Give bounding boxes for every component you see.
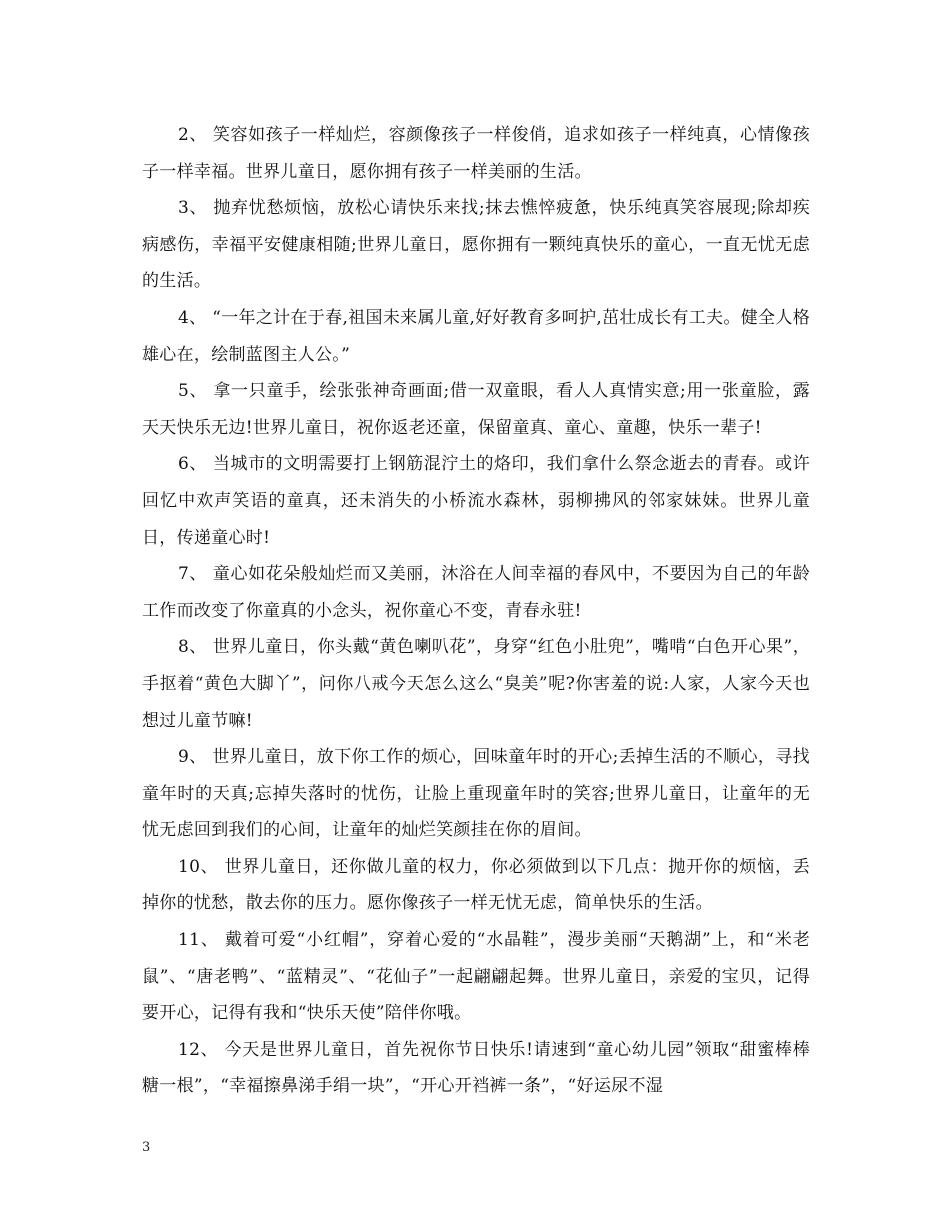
paragraph-item-8: 8、 世界儿童日，你头戴“黄色喇叭花”，身穿“红色小肚兜”，嘴啃“白色开心果”，手抠着“黄色大脚丫”，问你八戒今天怎么这么“臭美”呢?你害羞的说:人家，人家今天也想过儿童节嘛! [142, 637, 810, 731]
paragraph-item-6: 6、 当城市的文明需要打上钢筋混泞土的烙印，我们拿什么祭念逝去的青春。或许回忆中欢声笑语的童真，还未消失的小桥流水森林，弱柳拂风的邻家妹妹。世界儿童日，传递童心时! [142, 454, 810, 548]
paragraph-item-11: 11、 戴着可爱“小红帽”，穿着心爱的“水晶鞋”，漫步美丽“天鹅湖”上，和“米老鼠”、“唐老鸭”、“蓝精灵”、“花仙子”一起翩翩起舞。世界儿童日，亲爱的宝贝，记得要开心，记得有我和“快乐天使”陪伴你哦。 [142, 930, 810, 1024]
paragraph-item-10: 10、 世界儿童日，还你做儿童的权力，你必须做到以下几点：抛开你的烦恼，丢掉你的忧愁，散去你的压力。愿你像孩子一样无忧无虑，简单快乐的生活。 [142, 856, 810, 914]
paragraph-item-3: 3、 抛弃忧愁烦恼，放松心请快乐来找;抹去憔悴疲惫，快乐纯真笑容展现;除却疾病感伤，幸福平安健康相随;世界儿童日，愿你拥有一颗纯真快乐的童心，一直无忧无虑的生活。 [142, 198, 810, 292]
paragraph-item-5: 5、 拿一只童手，绘张张神奇画面;借一双童眼，看人人真情实意;用一张童脸，露天天快乐无边!世界儿童日，祝你返老还童，保留童真、童心、童趣，快乐一辈子! [142, 381, 810, 438]
paragraph-item-9: 9、 世界儿童日，放下你工作的烦心，回味童年时的开心;丢掉生活的不顺心，寻找童年时的天真;忘掉失落时的忧伤，让脸上重现童年时的笑容;世界儿童日，让童年的无忧无虑回到我们的心间，让童年的灿烂笑颜挂在你的眉间。 [142, 747, 810, 841]
paragraph-item-2: 2、 笑容如孩子一样灿烂，容颜像孩子一样俊俏，追求如孩子一样纯真，心情像孩子一样幸福。世界儿童日，愿你拥有孩子一样美丽的生活。 [142, 125, 810, 182]
document-body [142, 117, 810, 1105]
paragraph-item-4: 4、 “一年之计在于春,祖国未来属儿童,好好教育多呵护,茁壮成长有工夫。健全人格雄心在，绘制蓝图主人公。” [142, 307, 810, 365]
paragraph-item-7: 7、 童心如花朵般灿烂而又美丽，沐浴在人间幸福的春风中，不要因为自己的年龄工作而改变了你童真的小念头，祝你童心不变，青春永驻! [142, 564, 810, 621]
paragraph-item-12: 12、 今天是世界儿童日，首先祝你节日快乐!请速到“童心幼儿园”领取“甜蜜棒棒糖一根”，“幸福擦鼻涕手绢一块”，“开心开裆裤一条”，“好运尿不湿 [142, 1039, 810, 1097]
page-number: 3 [142, 1140, 151, 1155]
